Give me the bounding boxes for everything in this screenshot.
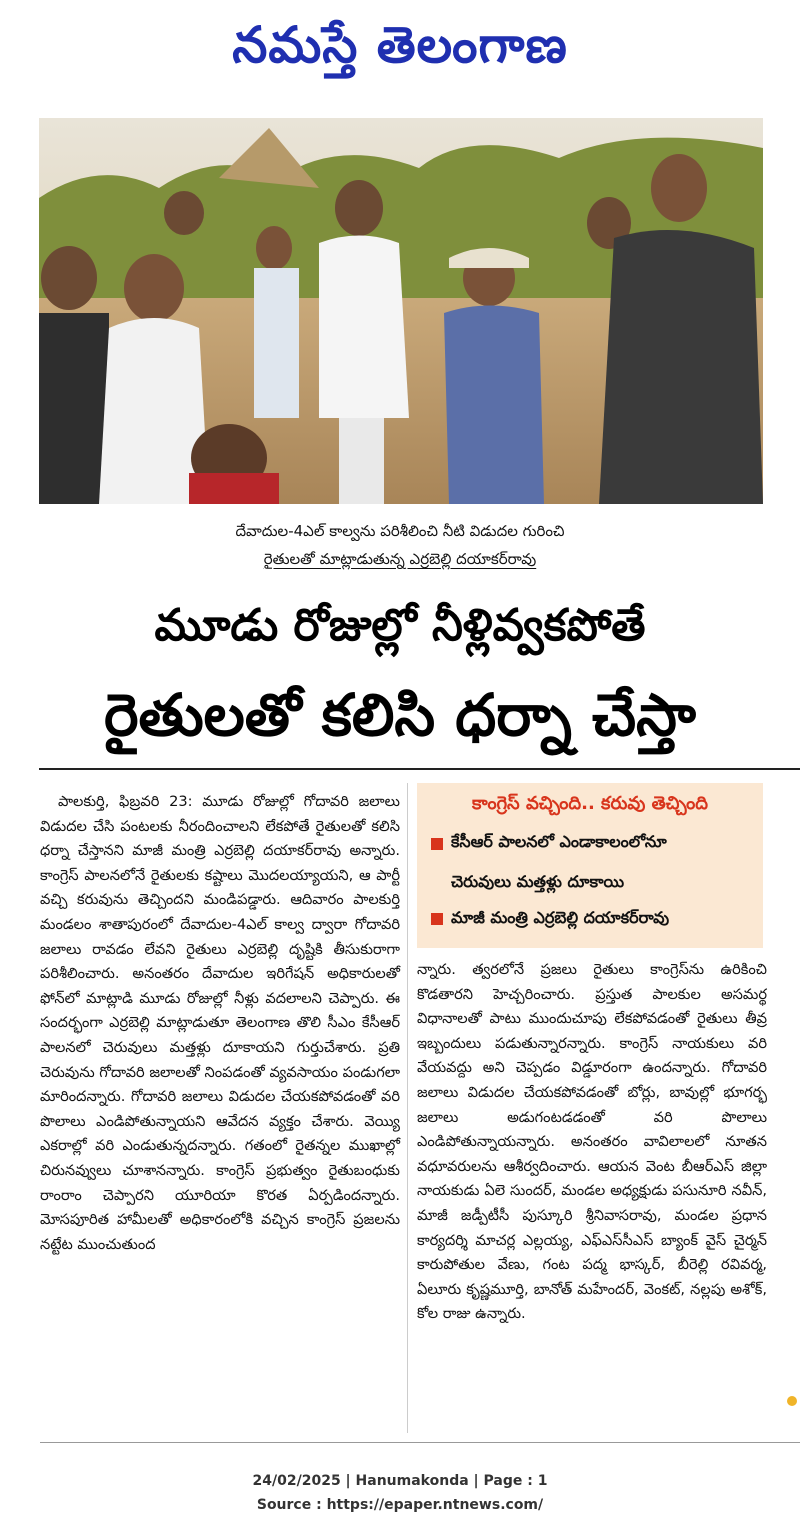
footer-date-edition-page: 24/02/2025 | Hanumakonda | Page : 1	[252, 1473, 548, 1489]
bullet-square-icon	[431, 838, 443, 850]
sidebar-bullet-2: మాజీ మంత్రి ఎర్రబెల్లి దయాకర్‌రావు	[451, 908, 670, 927]
sidebar-bullet-1-line-2: చెరువులు మత్తళ్లు దూకాయి	[451, 872, 625, 891]
photo-caption-line-2: రైతులతో మాట్లాడుతున్న ఎర్రబెల్లి దయాకర్‌రావు	[263, 550, 537, 568]
news-photo	[39, 118, 763, 504]
article-body-right-column: న్నారు. త్వరలోనే ప్రజలు రైతులు కాంగ్రెస్‌ను ఉరికించి కొడతారని హెచ్చరించారు. ప్రస్తుత పాలకుల అసమర్థ విధానాలతో పాటు ముందుచూపు లేకపోవడంతో రైతులు తీవ్ర ఇబ్బందులు పడుతున్నారన్నారు. కాంగ్రెస్ నాయకులు వరి వేయవద్దు అని చెప్పడం విడ్డూరంగా ఉందన్నారు. గోదావరి జలాలు విడుదల చేయకపోవడంతో బోర్లు, బావుల్లో భూగర్భ జలాలు అడుగంటడడంతో వరి పొలాలు ఎండిపోతున్నాయన్నారు. అనంతరం వావిలాలలో నూతన వధూవరులను ఆశీర్వదించారు. ఆయన వెంట బీఆర్ఎస్ జిల్లా నాయకుడు ఏలె సుందర్, మండల అధ్యక్షుడు పసునూరి నవీన్, మాజీ జడ్పీటీసీ పుస్కూరి శ్రీనివాసరావు, మండల ప్రధాన కార్యదర్శి మాచర్ల ఎల్లయ్య, ఎఫ్ఎస్‌సీఎస్ బ్యాంక్ వైస్ చైర్మన్ కారుపోతుల వేణు, గంట పద్మ భాస్కర్, బీరెల్లి రవివర్మ, ఏలూరు కృష్ణమూర్తి, బానోత్ మహేందర్, వెంకట్, నల్లపు అశోక్, కోల రాజు ఉన్నారు.	[417, 961, 767, 1323]
sidebar-bullet-1-line-1: కేసీఆర్ పాలనలో ఎండాకాలంలోనూ	[451, 832, 667, 851]
headline-line-2: రైతులతో కలిసి ధర్నా చేస్తా	[104, 681, 696, 749]
newspaper-masthead: నమస్తే తెలంగాణ	[232, 16, 568, 74]
footer-source-link[interactable]: Source : https://epaper.ntnews.com/	[256, 1497, 544, 1513]
headline-divider	[39, 768, 800, 770]
sidebar-title: కాంగ్రెస్ వచ్చింది.. కరువు తెచ్చింది	[472, 793, 708, 814]
bullet-square-icon	[431, 913, 443, 925]
article-body-left-column: పాలకుర్తి, ఫిబ్రవరి 23: మూడు రోజుల్లో గోదావరి జలాలు విడుదల చేసి పంటలకు నీరందించాలని లేకపోతే రైతులతో కలిసి ధర్నా చేస్తానని మాజీ మంత్రి ఎర్రబెల్లి దయాకర్‌రావు అన్నారు. కాంగ్రెస్ పాలనలోనే రైతులకు కష్టాలు మొదలయ్యాయని, ఆ పార్టీ వచ్చి కరువును తెచ్చిందని మండిపడ్డారు. ఆదివారం పాలకుర్తి మండలం శాతాపురంలో దేవాదుల-4ఎల్ కాల్వ ద్వారా గోదావరి జలాలు రావడం లేవని రైతులు ఎర్రబెల్లి దృష్టికి తీసుకురాగా పరిశీలించారు. అనంతరం దేవాదుల ఇరిగేషన్ అధికారులతో ఫోన్‌లో మాట్లాడి మూడు రోజుల్లో నీళ్లు వదలాలని చెప్పారు. ఈ సందర్భంగా ఎర్రబెల్లి మాట్లాడుతూ తెలంగాణ తొలి సీఎం కేసీఆర్ పాలనలో చెరువులు మత్తళ్లు దూకాయని గుర్తుచేశారు. ప్రతి చెరువును గోదావరి జలాలతో నింపడంతో వ్యవసాయం పండుగలా మారిందన్నారు. గోదావరి జలాలు విడుదల చేయకపోవడంతో వరి పొలాలు ఎండిపోతున్నాయని ఆవేదన వ్యక్తం చేశారు. వెయ్యి ఎకరాల్లో వరి ఎండుతున్నదన్నారు. గతంలో రైతన్నల ముఖాల్లో చిరునవ్వులు చూశానన్నారు. కాంగ్రెస్ ప్రభుత్వం రైతుబంధుకు రాంరాం చెప్పారని యూరియా కొరత ఏర్పడిందన్నారు. మోసపూరిత హామీలతో అధికారంలోకి వచ్చిన కాంగ్రెస్ ప్రజలను నట్టేట ముంచుతుంద	[40, 793, 400, 1253]
photo-caption-line-1: దేవాదుల-4ఎల్ కాల్వను పరిశీలించి నీటి విడుదల గురించి	[235, 522, 565, 540]
footer-divider	[40, 1442, 800, 1443]
page-marker-dot-icon	[787, 1396, 797, 1406]
column-divider	[407, 783, 408, 1433]
sidebar-box	[417, 783, 763, 948]
headline-line-1: మూడు రోజుల్లో నీళ్లివ్వకపోతే	[154, 600, 646, 651]
